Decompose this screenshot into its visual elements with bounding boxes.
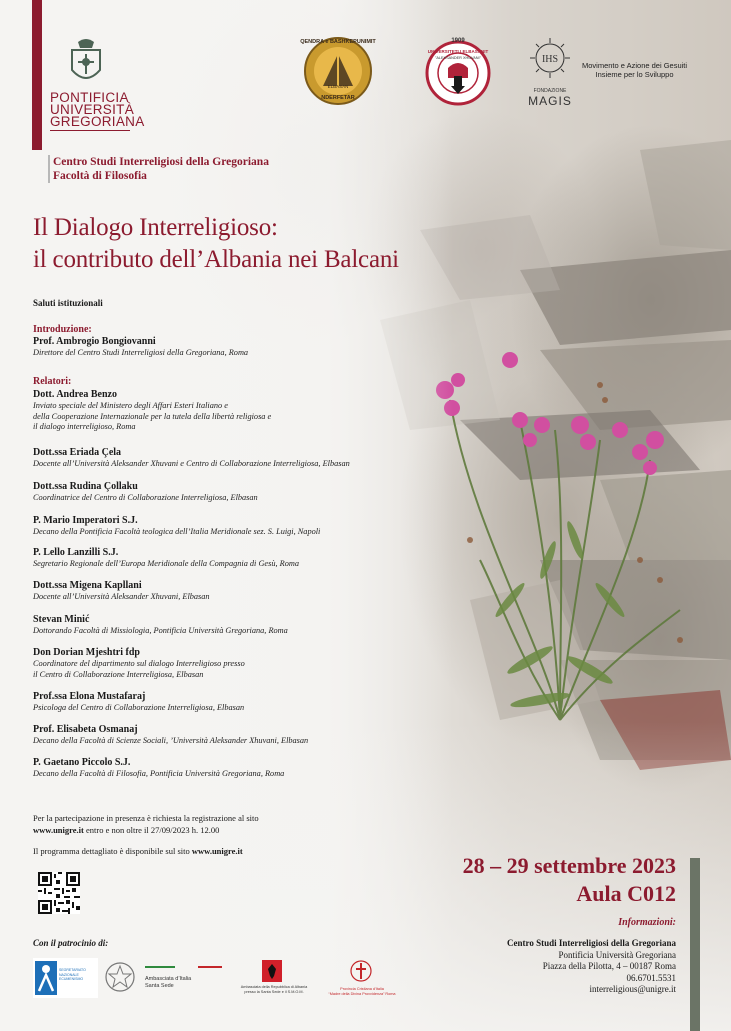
info-phone: 06.6701.5531	[626, 972, 676, 983]
program-note	[33, 846, 243, 856]
sponsor-ecumenism-text: SEGRETARIATO NAZIONALE ECUMENISMO	[59, 968, 86, 981]
speaker-name: Stevan Minić	[33, 614, 90, 625]
speaker-role-line: Decano della Facoltà di Filosofia, Pontificia Università Gregoriana, Roma	[33, 769, 285, 778]
left-accent-bar	[32, 0, 42, 150]
registration-deadline: entro e non oltre il 27/09/2023 h. 12.00	[83, 825, 220, 835]
ambasciata-albania-line-2: presso la Santa Sede e il S.M.O.M.	[244, 990, 304, 994]
speaker-name: P. Lello Lanzilli S.J.	[33, 547, 119, 558]
info-email[interactable]: interreligious@unigre.it	[589, 984, 676, 995]
title-line-2: il contributo dell’Albania nei Balcani	[33, 246, 399, 273]
universiteti-text: UNIVERSITETI I ELBASANIT	[427, 49, 489, 54]
speaker-role-line: Docente all’Università Aleksander Xhuvani e Centro di Collaborazione Interreligiosa, Elbasan	[33, 459, 350, 468]
magis-sun-icon	[530, 38, 570, 78]
magis-tagline-1: Movimento e Azione dei Gesuiti	[582, 61, 688, 70]
pug-crest-icon	[66, 36, 106, 88]
intro-name: Prof. Ambrogio Bongiovanni	[33, 336, 156, 347]
speaker-role-line: Docente all’Università Aleksander Xhuvani, Elbasan	[33, 592, 210, 601]
speaker-name: Dott.ssa Migena Kapllani	[33, 580, 142, 591]
speaker-11	[33, 757, 433, 780]
event-room: Aula C012	[576, 881, 676, 906]
speaker-3	[33, 481, 433, 504]
speaker-role-line: Coordinatrice del Centro di Collaborazione Interreligiosa, Elbasan	[33, 493, 258, 502]
speaker-role-line: Segretario Regionale dell’Europa Meridionale della Compagnia di Gesù, Roma	[33, 559, 299, 568]
magis-tagline-2: Insieme per lo Sviluppo	[595, 70, 674, 79]
qendra-logo	[293, 36, 383, 106]
provincia-line-2: “Madre della Divina Provvidenza” Roma	[328, 992, 396, 996]
ambasciata-italia-line-2: Santa Sede	[145, 983, 174, 989]
sponsor-ambasciata-albania	[238, 985, 310, 995]
speaker-name: Prof. Elisabeta Osmanaj	[33, 724, 138, 735]
speaker-4	[33, 515, 433, 538]
speaker-10	[33, 724, 433, 747]
speaker-6	[33, 580, 433, 603]
speaker-role-line: della Cooperazione Internazionale per la tutela della libertà religiosa e	[33, 411, 272, 421]
pug-wordmark	[50, 90, 145, 129]
magis-fondazione: FONDAZIONE	[533, 88, 567, 94]
italy-emblem-icon	[104, 960, 136, 994]
ambasciata-albania-line-1: Ambasciata della Repubblica di Albania	[240, 985, 308, 989]
patrocinio-label: Con il patrocinio di:	[33, 938, 109, 948]
sponsor-provincia	[322, 987, 402, 997]
speaker-name: Dott.ssa Rudina Çollaku	[33, 481, 138, 492]
speaker-role-line: il dialogo interreligioso, Roma	[33, 422, 136, 431]
faculty-name: Facoltà di Filosofia	[53, 170, 147, 182]
right-accent-bar	[690, 858, 700, 1031]
speaker-5	[33, 547, 433, 570]
speaker-role-line: Coordinatore del dipartimento sul dialogo Interreligioso presso	[33, 659, 245, 668]
universiteti-sub: "ALEKSANDER XHUVANI"	[435, 56, 481, 60]
intro-role: Direttore del Centro Studi Interreligiosi della Gregoriana, Roma	[33, 348, 249, 357]
intro-label: Introduzione:	[33, 324, 92, 335]
saluti-istituzionali: Saluti istituzionali	[33, 298, 103, 308]
speaker-role-line: Decano della Pontificia Facoltà teologica dell’Italia Meridionale sez. S. Luigi, Napoli	[33, 527, 321, 536]
speaker-role-line: il Centro di Collaborazione Interreligiosa, Elbasan	[33, 669, 204, 679]
program-link[interactable]: www.unigre.it	[191, 846, 243, 856]
speaker-9	[33, 691, 433, 714]
info-university: Pontificia Università Gregoriana	[558, 949, 676, 960]
speaker-8	[33, 647, 433, 680]
pug-word-2: UNIVERSITÀ	[50, 102, 135, 117]
info-address: Piazza della Pilotta, 4 – 00187 Roma	[542, 961, 676, 972]
speaker-name: P. Gaetano Piccolo S.J.	[33, 757, 131, 768]
speaker-7	[33, 614, 433, 637]
event-title	[33, 212, 399, 276]
speaker-name: P. Mario Imperatori S.J.	[33, 515, 138, 526]
relatori-label: Relatori:	[33, 376, 72, 387]
pug-rule	[50, 130, 130, 131]
info-block	[507, 916, 676, 996]
info-center: Centro Studi Interreligiosi della Gregoriana	[507, 938, 676, 948]
pug-logo	[50, 36, 145, 131]
provincia-line-1: Provincia Cristiana d’Italia	[340, 987, 384, 991]
speaker-role-line: Psicologa del Centro di Collaborazione Interreligiosa, Elbasan	[33, 703, 245, 712]
intro-section	[33, 324, 248, 359]
info-label: Informazioni:	[618, 917, 676, 928]
magis-tagline	[582, 61, 687, 79]
ecumenism-figure-icon	[35, 961, 57, 995]
title-line-1: Il Dialogo Interreligioso:	[33, 214, 278, 241]
provincia-cross-icon	[350, 958, 372, 984]
ambasciata-italia-line-1: Ambasciata d’Italia	[145, 976, 192, 982]
flag-stripe-green	[145, 966, 175, 968]
registration-line-2	[33, 824, 259, 836]
event-date: 28 – 29 settembre 2023	[462, 853, 676, 878]
magis-logo	[525, 38, 575, 108]
qendra-top-text: QENDRA e BASHKEPUNIMIT	[300, 39, 376, 45]
registration-line-1: Per la partecipazione in presenza è richiesta la registrazione al sito	[33, 813, 259, 823]
event-dates	[463, 852, 676, 908]
program-text: Il programma dettagliato è disponibile sul sito	[33, 846, 192, 856]
center-name: Centro Studi Interreligiosi della Gregoriana	[53, 156, 269, 168]
sponsor-ecumenism	[33, 958, 98, 998]
universiteti-logo	[423, 38, 493, 108]
pug-word-3: GREGORIANA	[50, 114, 145, 129]
registration-note	[33, 812, 259, 836]
qendra-mid-text: ELBASAN	[327, 84, 349, 89]
sponsor-ambasciata-italia	[145, 976, 191, 990]
speaker-role-line: Dottorando Facoltà di Missiologia, Pontificia Università Gregoriana, Roma	[33, 626, 288, 635]
pug-word-1: PONTIFICIA	[50, 90, 129, 105]
speaker-role-line: Inviato speciale del Ministero degli Affari Esteri Italiano e	[33, 401, 228, 410]
flag-stripe-red	[198, 966, 222, 968]
qr-code[interactable]	[38, 872, 80, 914]
universiteti-year: 1909	[451, 38, 465, 44]
registration-link[interactable]: www.unigre.it	[33, 825, 84, 835]
speaker-1	[33, 389, 433, 433]
speaker-name: Don Dorian Mjeshtri fdp	[33, 647, 140, 658]
qendra-bottom-text: NDERFETAR	[321, 95, 355, 101]
speaker-2	[33, 447, 433, 470]
speaker-name: Dott.ssa Eriada Çela	[33, 447, 122, 458]
center-info	[48, 155, 269, 183]
speaker-role-line: Decano della Facoltà di Scienze Sociali, ’Università Aleksander Xhuvani, Elbasan	[33, 736, 309, 745]
albania-eagle-icon	[262, 960, 282, 982]
magis-name: MAGIS	[528, 94, 572, 108]
magis-ihs: IHS	[541, 54, 559, 65]
speaker-name: Prof.ssa Elona Mustafaraj	[33, 691, 146, 702]
speaker-name: Dott. Andrea Benzo	[33, 389, 117, 400]
